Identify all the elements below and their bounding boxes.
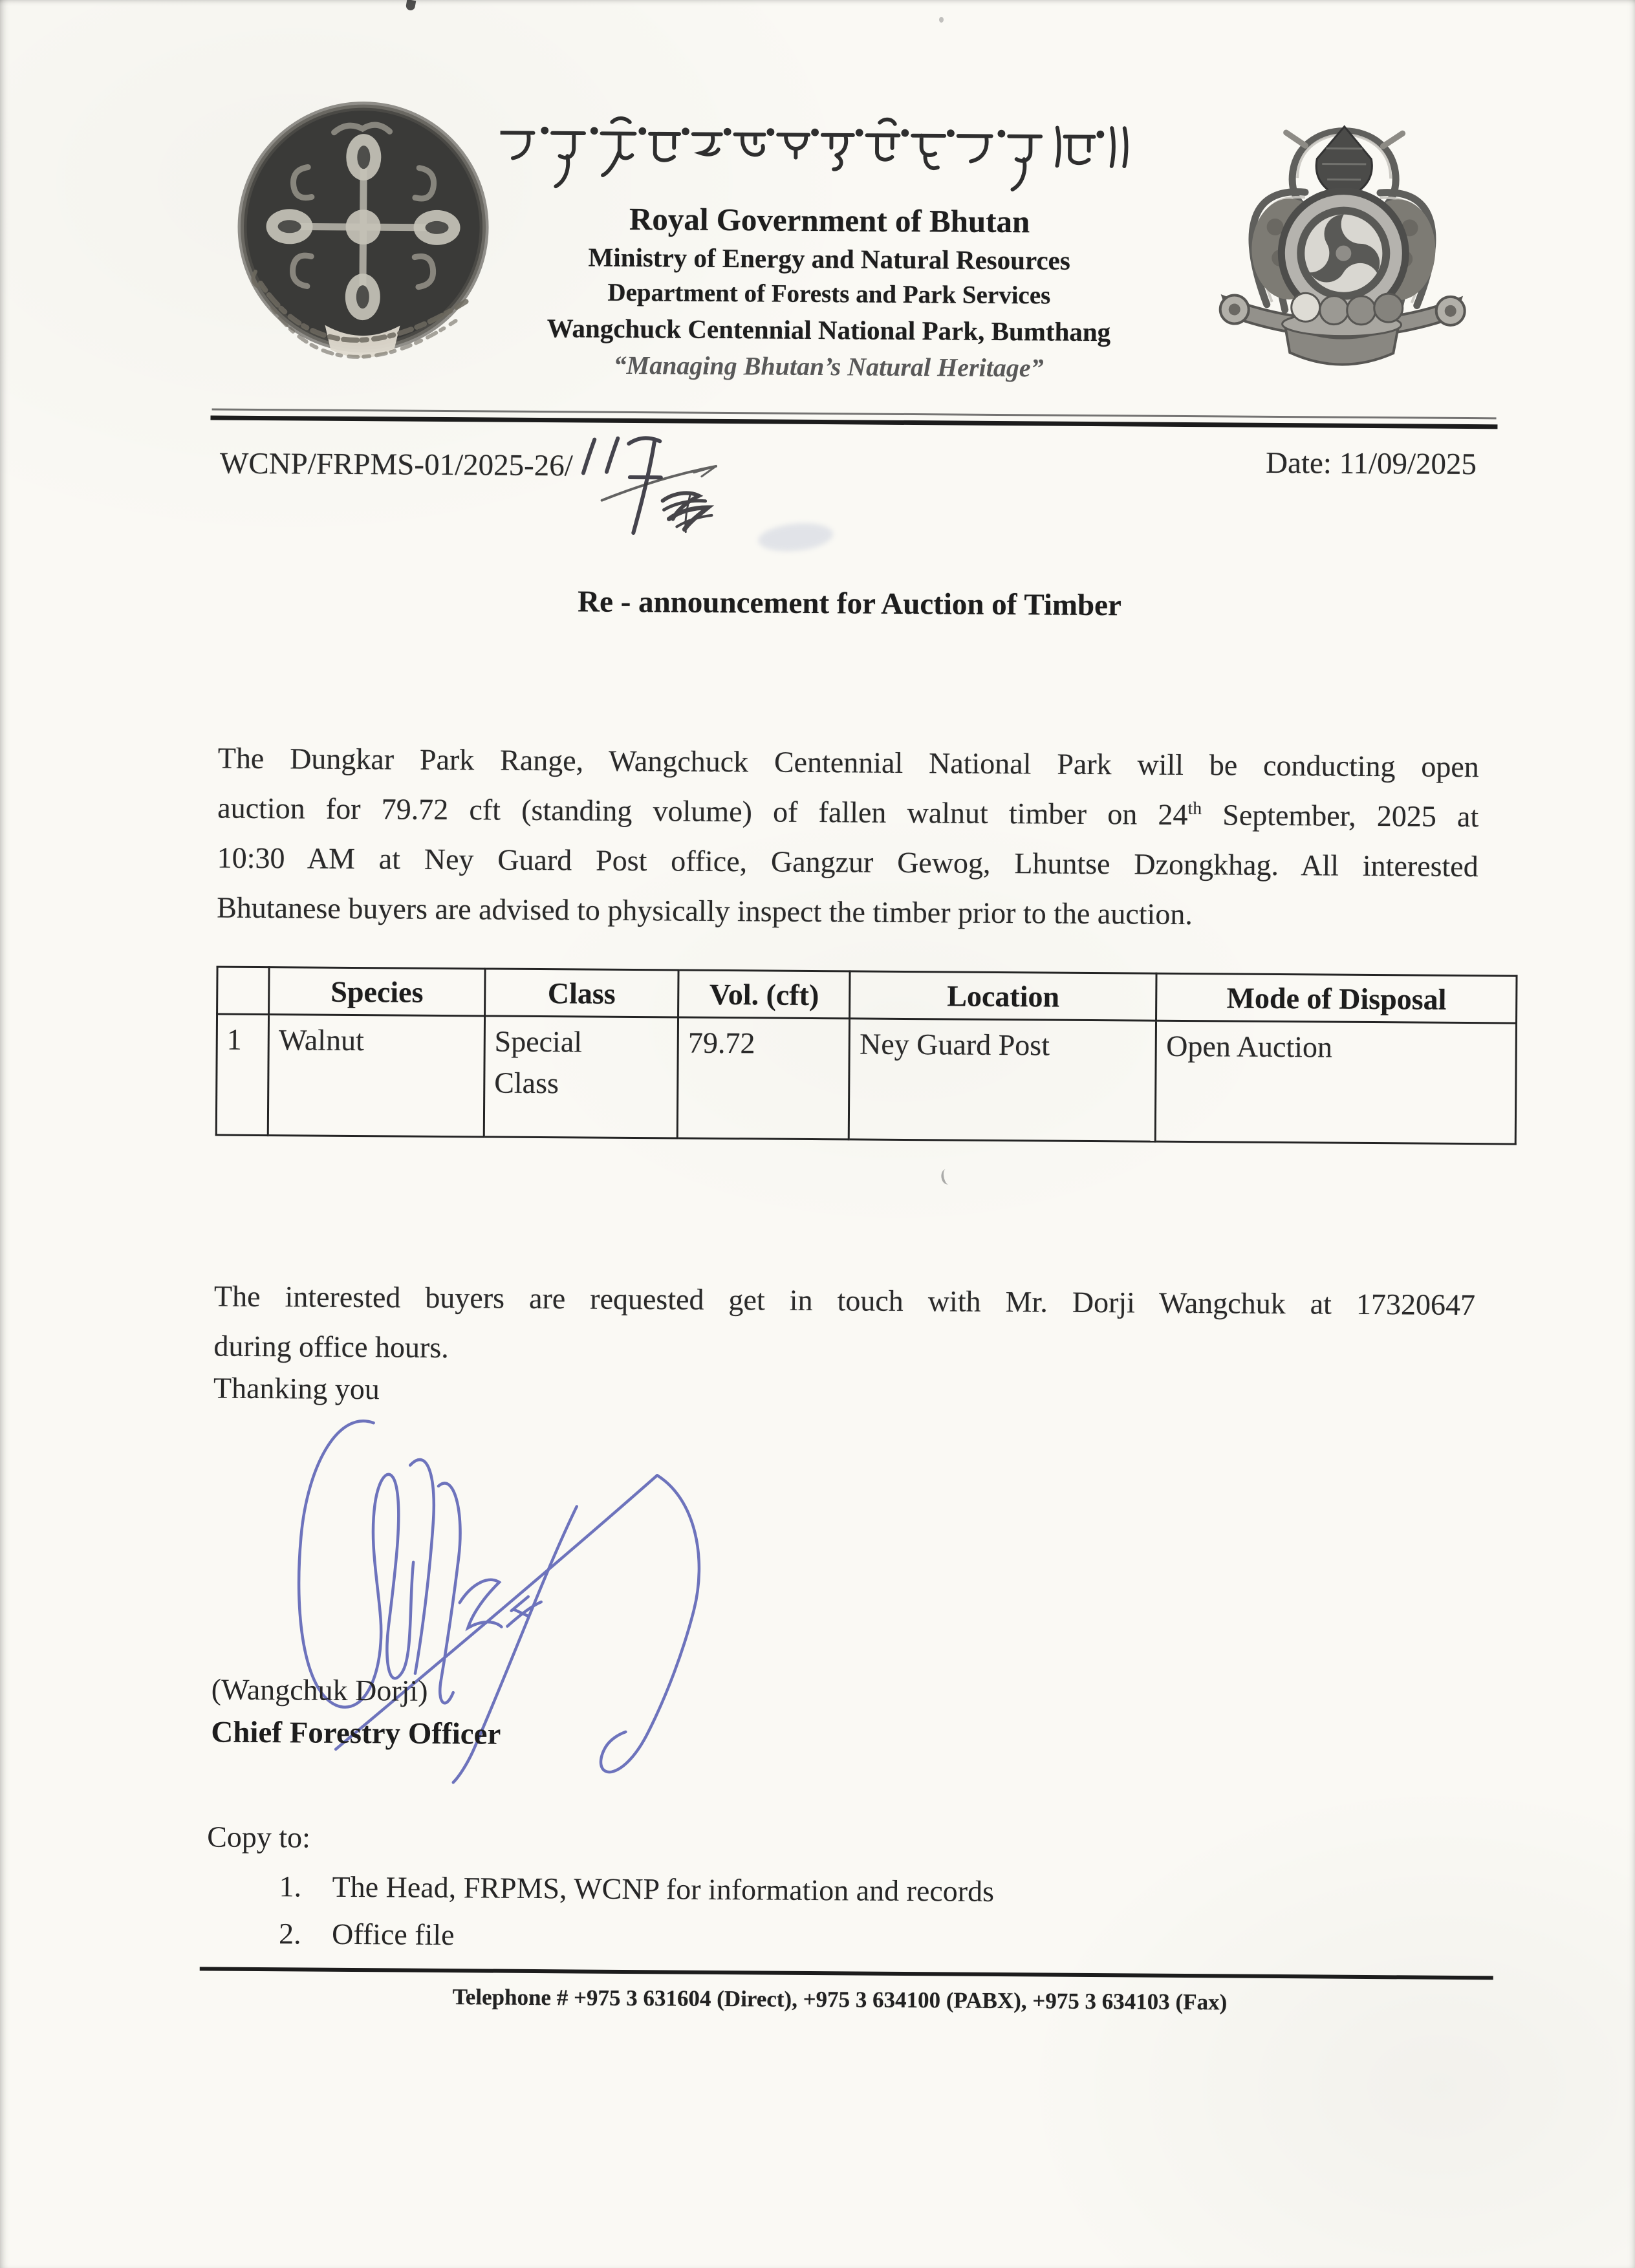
- cell-class: Special Class: [484, 1016, 678, 1138]
- copy-to-list: [279, 1863, 994, 1962]
- col-header-sl: [217, 967, 270, 1015]
- date-label: Date: 11/09/2025: [1265, 446, 1477, 482]
- telephone-line: Telephone # +975 3 631604 (Direct), +975 3 634100 (PABX), +975 3 634103 (Fax): [452, 1984, 1228, 2015]
- dzongkha-script-icon: [500, 113, 1160, 198]
- para1-line3: 10:30 AM at Ney Guard Post office, Gangzur Gewog, Lhuntse Dzongkhag. All interested: [217, 841, 1478, 883]
- col-header-class: Class: [484, 969, 678, 1017]
- dzongkha-header-line: [445, 113, 1215, 200]
- para1-line2: auction for 79.72 cft (standing volume) of fallen walnut timber on 24th September, 2025 at: [217, 791, 1479, 834]
- faint-smudge-mark: [757, 520, 834, 554]
- motto-line: “Managing Bhutan’s Natural Heritage”: [613, 350, 1044, 383]
- ordinal-superscript: th: [1187, 797, 1202, 818]
- col-header-location: Location: [850, 971, 1157, 1021]
- table-row: [216, 1014, 1516, 1144]
- body-paragraph-1: [217, 733, 1479, 942]
- col-header-species: Species: [269, 967, 485, 1016]
- footer-rule: [200, 1967, 1493, 1980]
- col-header-volume: Vol. (cft): [678, 970, 850, 1019]
- cell-location: Ney Guard Post: [849, 1019, 1156, 1141]
- cell-mode: Open Auction: [1156, 1021, 1517, 1144]
- para1-line1: The Dungkar Park Range, Wangchuck Centennial National Park will be conducting open: [217, 741, 1479, 784]
- cell-species: Walnut: [268, 1015, 485, 1137]
- tiny-ink-mark: [940, 1168, 955, 1186]
- royal-crown-emblem-icon: [1207, 83, 1478, 385]
- org-line-government: Royal Government of Bhutan: [629, 200, 1030, 240]
- org-line-park: Wangchuck Centennial National Park, Bumthang: [547, 313, 1111, 347]
- cell-volume: 79.72: [677, 1017, 849, 1139]
- para1-line4: Bhutanese buyers are advised to physically inspect the timber prior to the auction.: [217, 891, 1193, 931]
- table-header-row: [217, 967, 1517, 1023]
- org-line-ministry: Ministry of Energy and Natural Resources: [588, 242, 1070, 275]
- reference-number: WCNP/FRPMS-01/2025-26/: [220, 438, 670, 484]
- copy-to-label: Copy to:: [207, 1820, 311, 1854]
- thanking-you-line: Thanking you: [213, 1371, 380, 1406]
- signatory-title: Chief Forestry Officer: [211, 1715, 501, 1751]
- copy-to-item: 2. Office file: [278, 1917, 455, 1952]
- timber-lot-table: [215, 966, 1518, 1145]
- para2-line2: during office hours.: [213, 1329, 449, 1365]
- org-line-department: Department of Forests and Park Services: [607, 278, 1051, 310]
- signatory-name: (Wangchuk Dorji): [211, 1672, 428, 1707]
- body-paragraph-2: [213, 1271, 1475, 1380]
- copy-to-item: 1. The Head, FRPMS, WCNP for information and records: [279, 1870, 995, 1908]
- cell-sl: 1: [216, 1014, 269, 1136]
- letter-title: Re - announcement for Auction of Timber: [577, 585, 1122, 623]
- reference-row: [220, 438, 1477, 490]
- ink-blot-mark: [651, 481, 726, 537]
- letterhead-text-block: [444, 113, 1215, 387]
- col-header-mode: Mode of Disposal: [1156, 973, 1517, 1023]
- para2-line1: The interested buyers are requested get in touch with Mr. Dorji Wangchuk at 17320647: [213, 1279, 1476, 1322]
